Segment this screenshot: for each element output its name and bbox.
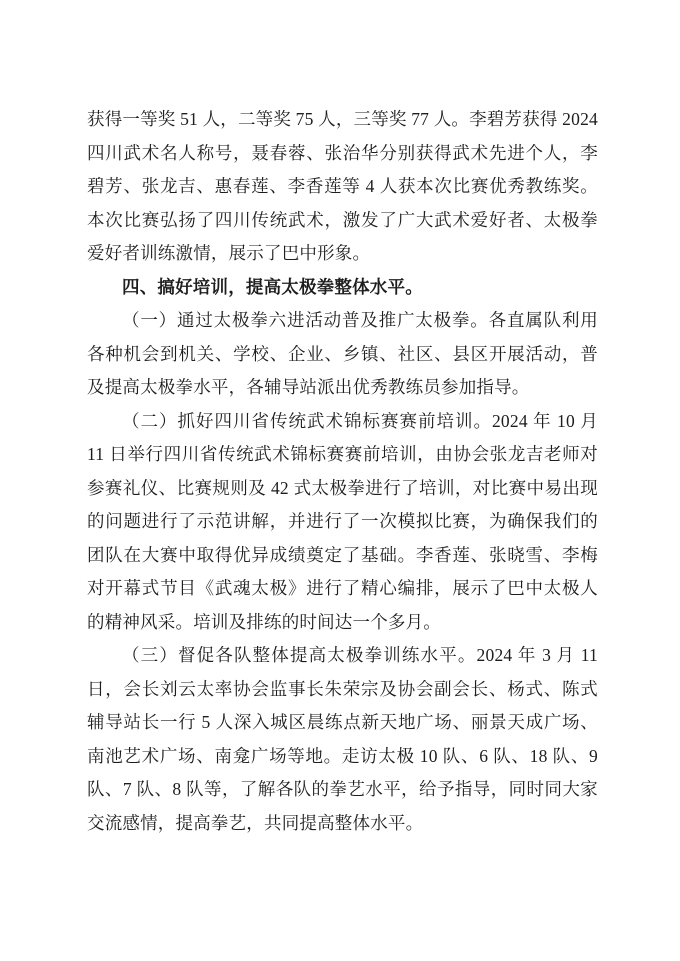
section-heading-training: 四、搞好培训，提高太极拳整体水平。 — [122, 276, 423, 297]
document-body — [87, 103, 598, 840]
paragraph-item-three: （三）督促各队整体提高太极拳训练水平。2024 年 3 月 11 日，会长刘云太率协会监事长朱荣宗及协会副会长、杨式、陈式辅导站长一行 5 人深入城区晨练点新天地广场、丽景天成广场、南池艺术广场、南龛广场等地。走访太极 10 队、6 队、18 队、9 队、7 队、8 队等，了解各队的拳艺水平，给予指导，同时同大家交流感情，提高拳艺，共同提高整体水平。 — [87, 645, 598, 833]
paragraph-awards-summary: 获得一等奖 51 人，二等奖 75 人，三等奖 77 人。李碧芳获得 2024 四川武术名人称号，聂春蓉、张治华分别获得武术先进个人，李碧芳、张龙吉、惠春莲、李香莲等 4 人获本次比赛优秀教练奖。本次比赛弘扬了四川传统武术，激发了广大武术爱好者、太极拳爱好者训练激情，展示了巴中形象。 — [87, 109, 598, 263]
paragraph-item-two: （二）抓好四川省传统武术锦标赛赛前培训。2024 年 10 月 11 日举行四川省传统武术锦标赛赛前培训，由协会张龙吉老师对参赛礼仪、比赛规则及 42 式太极拳进行了培训，对比赛中易出现的问题进行了示范讲解，并进行了一次模拟比赛，为确保我们的团队在大赛中取得优异成绩奠定了基础。李香莲、张晓雪、李梅对开幕式节目《武魂太极》进行了精心编排，展示了巴中太极人的精神风采。培训及排练的时间达一个多月。 — [87, 410, 598, 632]
paragraph-item-one: （一）通过太极拳六进活动普及推广太极拳。各直属队利用各种机会到机关、学校、企业、乡镇、社区、县区开展活动，普及提高太极拳水平，各辅导站派出优秀教练员参加指导。 — [87, 310, 598, 397]
